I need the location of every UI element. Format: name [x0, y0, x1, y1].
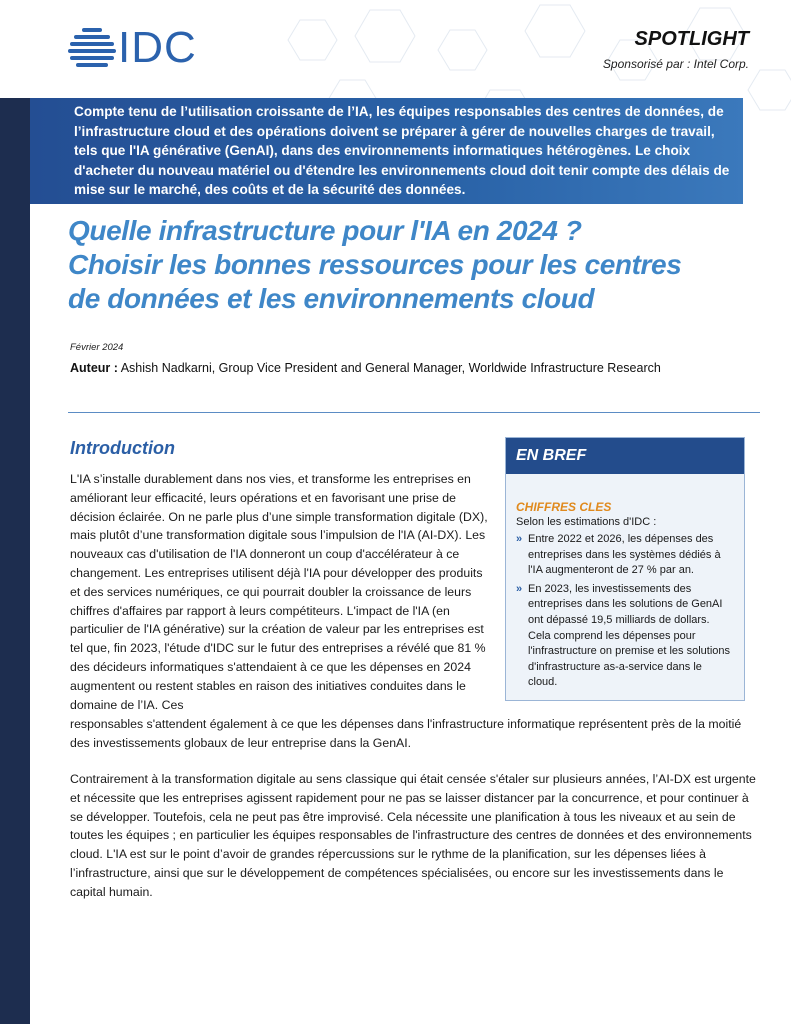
brief-item-text: En 2023, les investissements des entreprises dans les solutions de GenAI ont dépassé 19,5 milliards de dollars. Cela comprend les dépenses pour l'infrastructure on premise et les solutions d'infrastructure as-a-service dans le cloud.: [528, 582, 731, 689]
summary-band: [30, 98, 743, 204]
brief-intro: Selon les estimations d'IDC :: [516, 516, 657, 528]
publication-date: Février 2024: [70, 342, 124, 353]
summary-text: Compte tenu de l’utilisation croissante de l’IA, les équipes responsables des centres de données, de l’infrastructure cloud et des opérations doivent se préparer à gérer de nouvelles charges de travail, tels que l'IA générative (GenAI), dans des environnements informatiques hétérogènes. Le choix d'acheter du nouveau matériel ou d'étendre les environnements cloud doit tenir compte des délais de mise sur le marché, des coûts et de la sécurité des données.: [74, 104, 730, 198]
author-line: [70, 361, 661, 375]
list-item: [516, 532, 734, 579]
left-accent-bar: [0, 98, 30, 1024]
author-label: Auteur :: [70, 361, 118, 375]
chiffres-cles-heading: CHIFFRES CLES: [516, 500, 612, 514]
intro-paragraph-2: Contrairement à la transformation digitale au sens classique qui était censée s'étaler sur plusieurs années, l’AI-DX est urgente et nécessite que les entreprises agissent rapidement pour ne pas se laisser distancer par la concurrence, et pour continuer à se développer. Toutefois, cela ne peut pas être improvisé. Cela nécessite une planification à tous les niveaux et au sein de toutes les équipes ; en particulier les équipes responsables de l'infrastructure des centres de données et des environnements cloud. L'IA est sur le point d’avoir de grandes répercussions sur le rythme de la planification, sur les dépenses liées à l’infrastructure, ainsi que sur le développement de compétences spécialisées, ou encore sur les investissements dans le capital humain.: [70, 772, 756, 899]
spotlight-label: SPOTLIGHT: [634, 28, 749, 50]
title-line-2: Choisir les bonnes ressources pour les centres: [68, 249, 682, 280]
chevron-right-icon: »: [516, 533, 523, 545]
idc-logo: [68, 23, 197, 72]
list-item: [516, 582, 734, 691]
intro-paragraph-1-continued: responsables s'attendent également à ce que les dépenses dans l'infrastructure informatique représentent près de la moitié des investissements globaux de leur entreprise dans la GenAI.: [70, 717, 742, 750]
intro-paragraph-1: L'IA s’installe durablement dans nos vies, et transforme les entreprises en améliorant leur efficacité, leurs opérations et en favorisant une prise de décision éclairée. On ne parle plus d’une simple transformation digitale (DX), mais plutôt d’une transformation digitale sous l’impulsion de l'IA (AI-DX). Les nouveaux cas d'utilisation de l'IA donneront un coup d'accélérateur à ce changement. Les entreprises utilisent déjà l'IA pour développer des produits et des services numériques, ce qui pourrait doubler la croissance de leurs chiffres d'affaires par rapport à leurs compétiteurs. L'impact de l'IA (en particulier de l'IA générative) sur la création de valeur par les entreprises est tel que, fin 2023, l'étude d'IDC sur le futur des entreprises a révélé que 81 % des décideurs informatiques s'attendaient à ce que les dépenses en 2024 augmentent ou restent stables en raison des initiatives conduites dans le domaine de l’IA. Ces: [70, 472, 488, 712]
en-bref-sidebar: [505, 437, 745, 701]
introduction-heading: Introduction: [70, 438, 175, 458]
section-divider: [68, 412, 760, 413]
title-line-1: Quelle infrastructure pour l'IA en 2024 ?: [68, 215, 582, 246]
document-title: [68, 214, 758, 316]
en-bref-heading: EN BREF: [506, 438, 744, 474]
brief-list: [516, 532, 734, 691]
title-line-3: de données et les environnements cloud: [68, 283, 595, 314]
sponsor-label: Sponsorisé par : Intel Corp.: [602, 57, 749, 71]
logo-text: IDC: [118, 23, 197, 72]
brief-item-text: Entre 2022 et 2026, les dépenses des entreprises dans les systèmes dédiés à l'IA augmenteront de 27 % par an.: [528, 533, 721, 577]
author-name: Ashish Nadkarni, Group Vice President and General Manager, Worldwide Infrastructure Research: [120, 361, 661, 375]
spotlight-header: [603, 28, 749, 71]
idc-globe-icon: [68, 26, 116, 70]
chevron-right-icon: »: [516, 582, 523, 595]
